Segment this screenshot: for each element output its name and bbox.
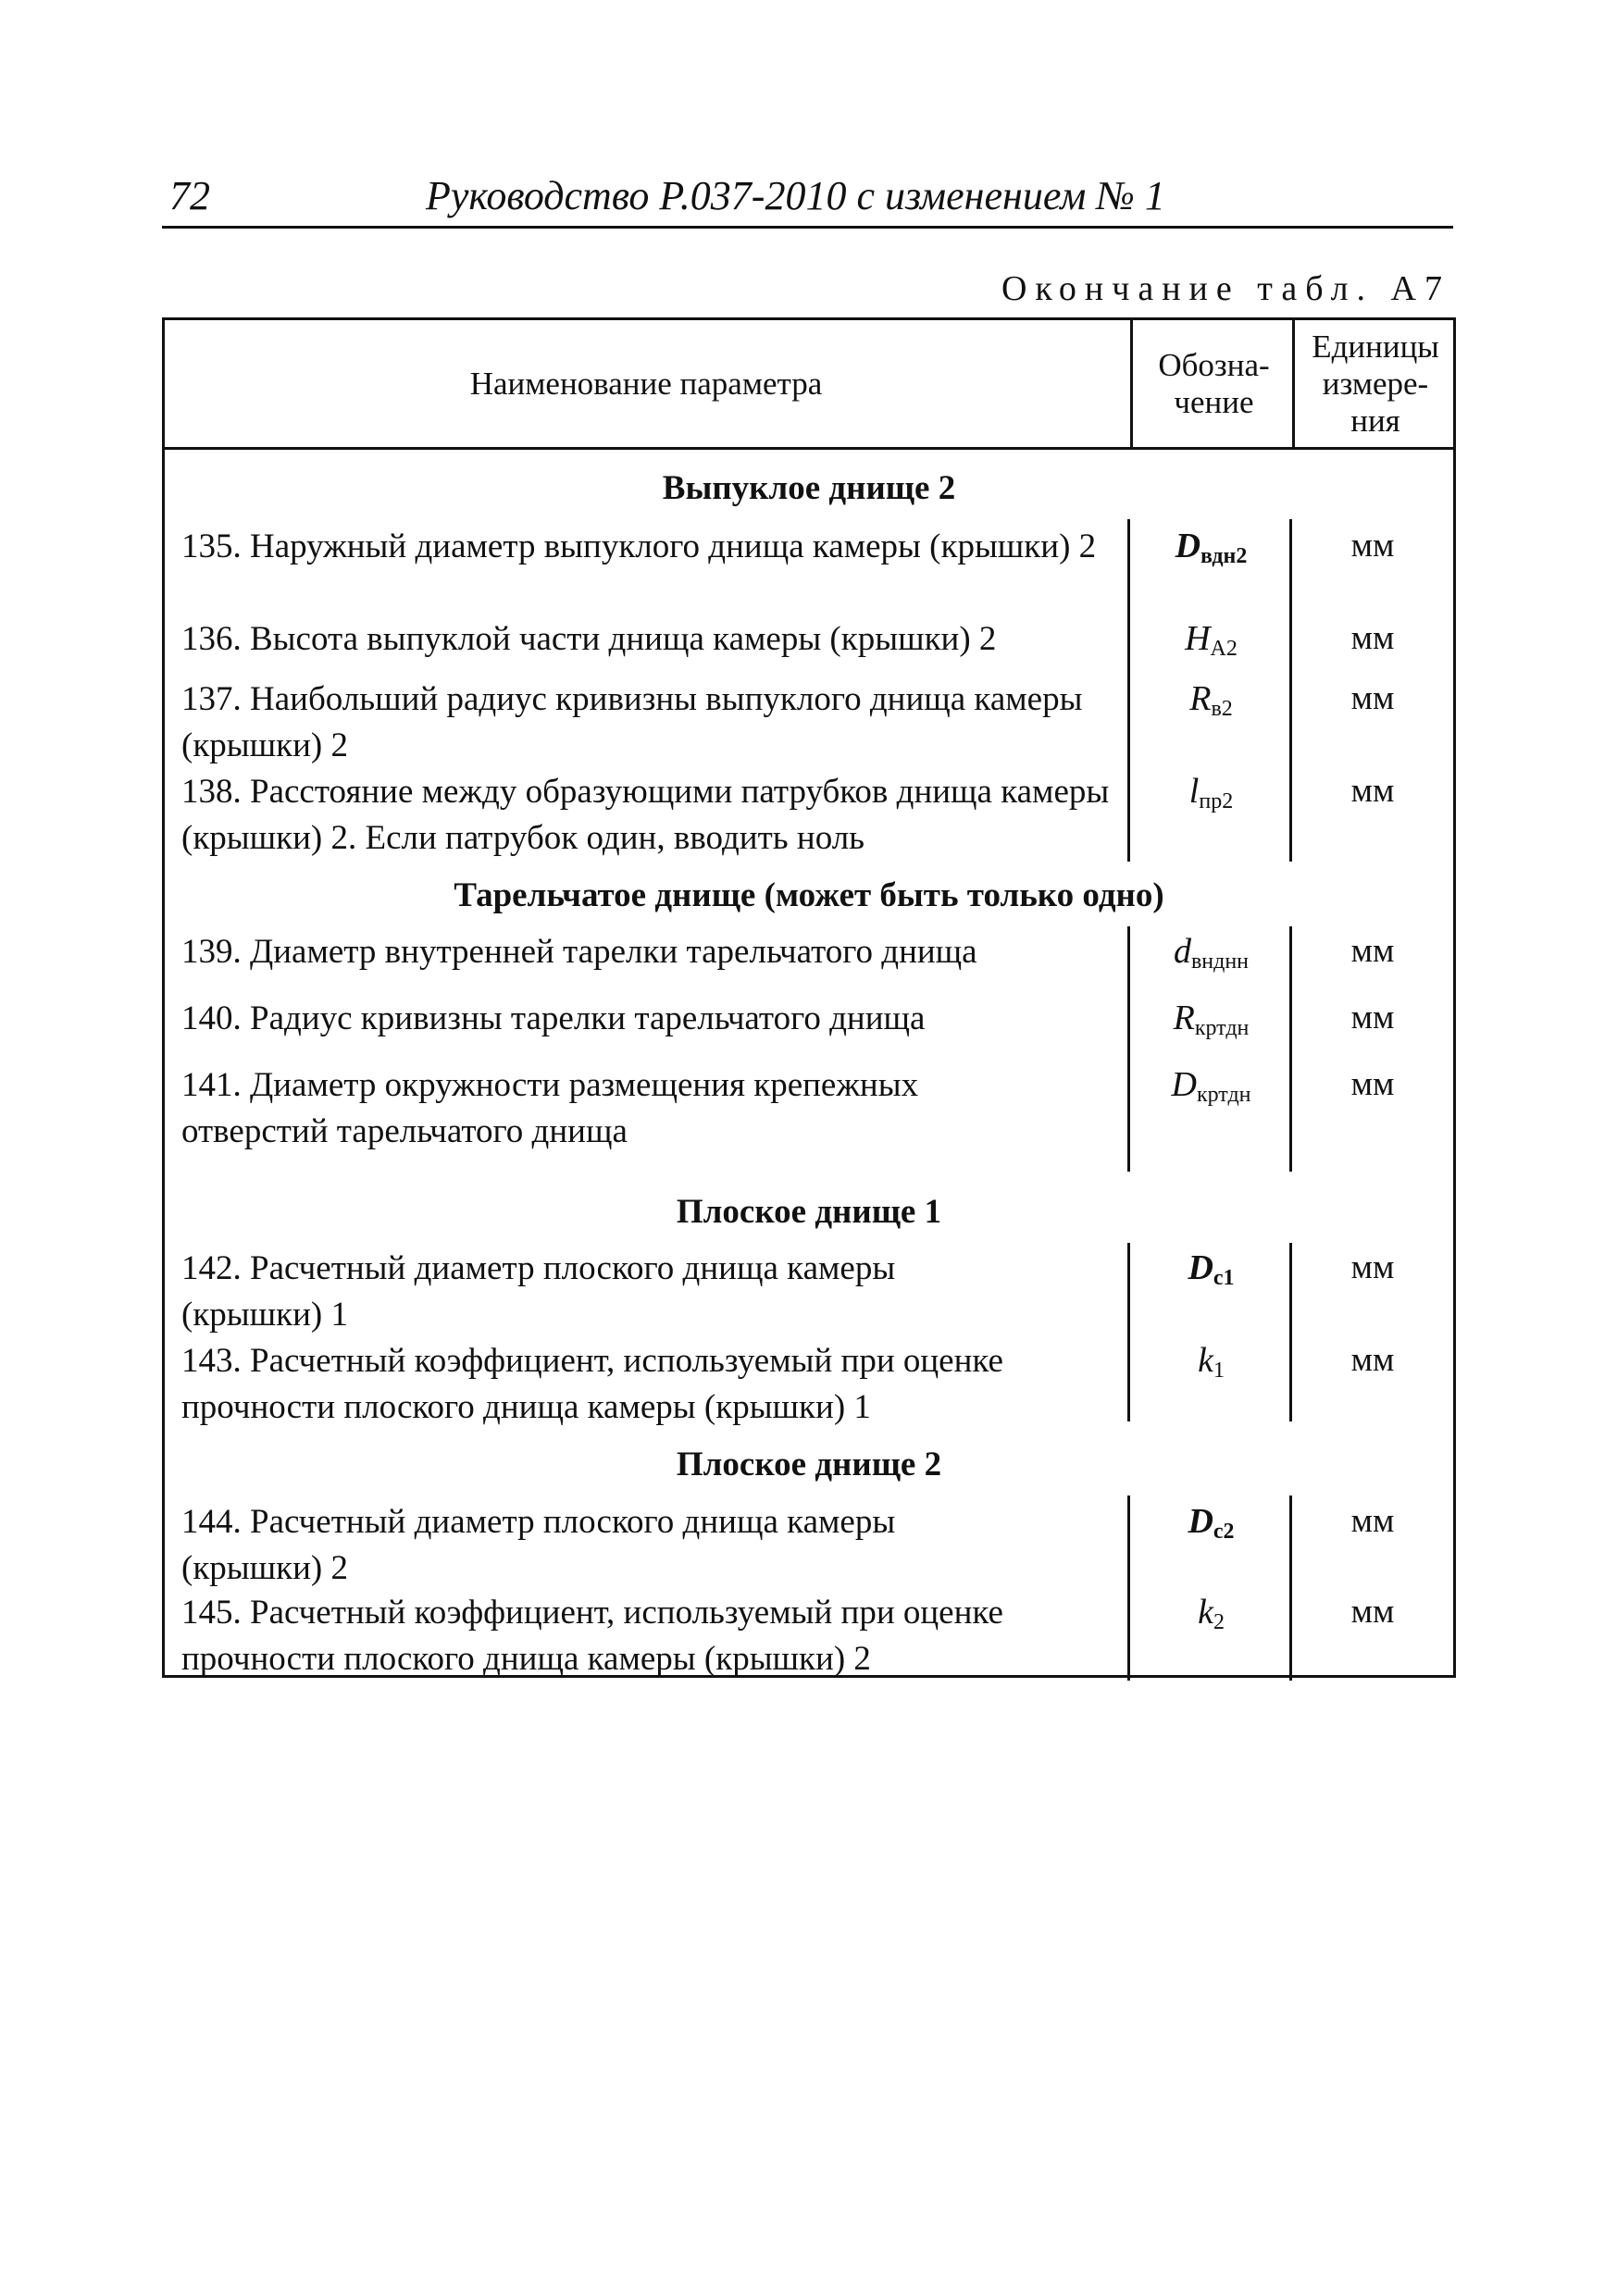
parameter-symbol: $H_{А2}$ [1185,619,1238,661]
parameter-symbol: $k_2$ [1198,1593,1225,1634]
table-row: 138. Расстояние между образующими патрубков днища камеры (крышки) 2. Если патрубок один, вводить ноль [181,773,1110,857]
parameters-table [162,317,1456,1678]
parameter-unit: мм [1350,772,1395,810]
parameter-symbol: $D_{с1}$ [1188,1248,1235,1290]
parameter-unit: мм [1350,1248,1395,1286]
parameter-unit: мм [1350,679,1395,717]
parameter-unit: мм [1350,932,1395,970]
parameter-unit: мм [1350,527,1395,565]
parameter-symbol: $k_1$ [1198,1341,1225,1383]
section-title: Плоское днище 2 [676,1446,942,1483]
parameter-unit: мм [1350,1593,1395,1631]
page-number: 72 [169,173,210,218]
section-title: Выпуклое днище 2 [662,469,956,507]
table-row: 137. Наибольший радиус кривизны выпуклого днища камеры (крышки) 2 [181,680,1083,764]
column-header-symbol: Обозна- чение [1130,320,1295,447]
section-title: Тарельчатое днище (может быть только одно) [454,876,1164,914]
parameter-unit: мм [1350,999,1395,1036]
table-row: 140. Радиус кривизны тарелки тарельчатого днища [181,999,926,1037]
column-header-unit: Единицы измере- ния [1292,320,1456,447]
parameter-unit: мм [1350,1065,1395,1103]
table-row: 145. Расчетный коэффициент, используемый при оценке прочности плоского днища камеры (крышки) 2 [181,1594,1003,1678]
parameter-unit: мм [1350,1341,1395,1379]
parameter-symbol: $D_{с2}$ [1188,1502,1235,1544]
table-row: 139. Диаметр внутренней тарелки тарельчатого днища [181,933,977,971]
table-row: 142. Расчетный диаметр плоского днища камеры (крышки) 1 [181,1249,896,1334]
table-row: 136. Высота выпуклой части днища камеры (крышки) 2 [181,620,997,658]
section-title: Плоское днище 1 [676,1193,942,1231]
table-header [165,320,1453,450]
parameter-symbol: $l_{пр2}$ [1188,772,1234,813]
parameter-symbol: $D_{кртдн}$ [1171,1065,1251,1107]
running-header [162,168,1453,229]
parameter-symbol: $d_{внднн}$ [1173,932,1250,974]
parameter-symbol: $R_{кртдн}$ [1173,999,1250,1040]
running-title: Руководство Р.037-2010 с изменением № 1 [426,173,1165,218]
table-caption: Окончание табл. А7 [1001,269,1450,308]
column-header-name: Наименование параметра [469,365,823,402]
table-row: 143. Расчетный коэффициент, используемый при оценке прочности плоского днища камеры (крышки) 1 [181,1342,1003,1426]
table-row: 144. Расчетный диаметр плоского днища камеры (крышки) 2 [181,1503,896,1587]
table-row: 141. Диаметр окружности размещения крепежных отверстий тарельчатого днища [181,1066,919,1150]
parameter-symbol: $D_{вдн2}$ [1175,527,1248,568]
parameter-unit: мм [1350,1502,1395,1540]
parameter-unit: мм [1350,619,1395,657]
parameter-symbol: $R_{в2}$ [1189,679,1233,721]
table-row: 135. Наружный диаметр выпуклого днища камеры (крышки) 2 [181,527,1097,565]
